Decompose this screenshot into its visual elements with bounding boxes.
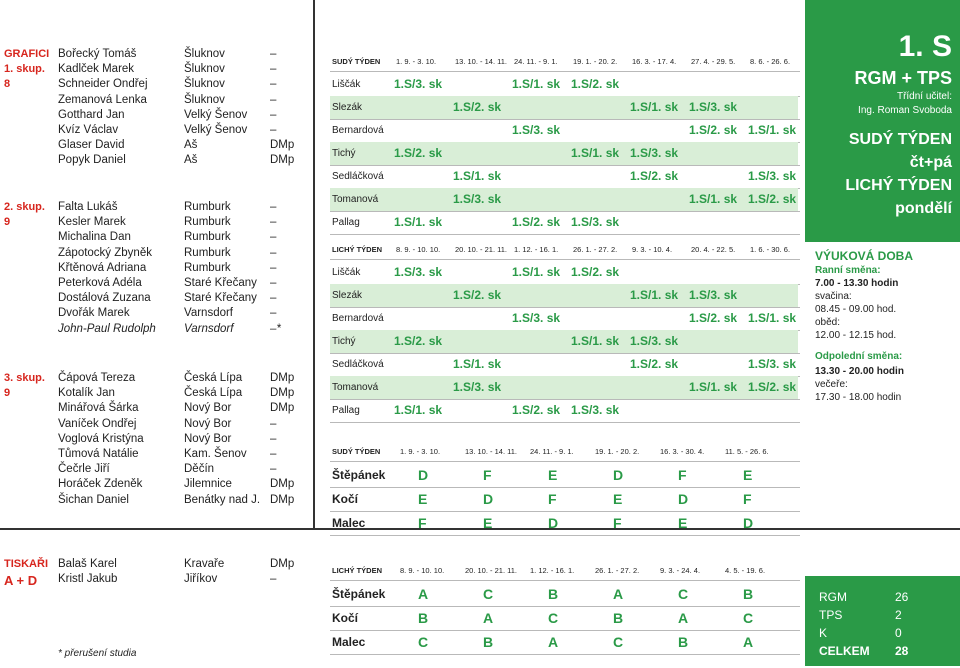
schedule-cell: 1.S/3. sk xyxy=(453,380,502,394)
schedule-cell: E xyxy=(418,491,428,507)
group-label: 2. skup. xyxy=(4,201,45,213)
student-note: DMp xyxy=(270,154,295,167)
schedule-date: 24. 11. - 9. 1. xyxy=(514,57,558,66)
even-week-label: SUDÝ TÝDEN xyxy=(848,131,952,148)
student-note: – xyxy=(270,93,277,106)
student-town: Šluknov xyxy=(184,48,225,60)
person-name: Malec xyxy=(332,635,366,649)
schedule-cell: 1.S/1. sk xyxy=(512,77,561,91)
summary-label: CELKEM xyxy=(819,644,870,658)
schedule-cell: 1.S/2. sk xyxy=(512,403,561,417)
student-town: Nový Bor xyxy=(184,417,232,430)
student-town: Varnsdorf xyxy=(184,322,234,335)
grid-line xyxy=(330,71,800,72)
schedule-cell: 1.S/2. sk xyxy=(748,192,797,206)
student-note: – xyxy=(270,432,277,445)
schedule-date: 27. 4. - 29. 5. xyxy=(691,57,736,66)
student-town: Děčín xyxy=(184,463,215,476)
schedule-cell: 1.S/1. sk xyxy=(571,146,620,160)
schedule-cell: B xyxy=(613,610,624,626)
schedule-row xyxy=(330,353,798,376)
schedule-cell: B xyxy=(743,586,754,602)
student-name: Vaníček Ondřej xyxy=(58,417,137,430)
odd-week-label: LICHÝ TÝDEN xyxy=(845,177,952,194)
schedule-title: SUDÝ TÝDEN xyxy=(332,57,381,66)
person-name: Tomanová xyxy=(332,382,379,393)
student-note: – xyxy=(270,231,277,244)
schedule-cell: B xyxy=(483,634,494,650)
schedule-row xyxy=(330,606,798,630)
student-note: – xyxy=(270,216,277,229)
schedule-cell: 1.S/1. sk xyxy=(630,100,679,114)
lunch-label: oběd: xyxy=(815,317,841,328)
schedule-row xyxy=(330,511,798,535)
class-info-panel xyxy=(805,0,960,242)
teacher-label: Třídní učitel: xyxy=(896,91,952,102)
schedule-date: 26. 1. - 27. 2. xyxy=(573,245,618,254)
schedule-cell: 1.S/1. sk xyxy=(689,380,738,394)
schedule-cell: A xyxy=(418,586,429,602)
person-name: Liščák xyxy=(332,79,361,90)
schedule-row xyxy=(330,142,798,165)
teacher-name: Ing. Roman Svoboda xyxy=(858,105,952,116)
student-note: – xyxy=(270,201,277,213)
schedule-cell: F xyxy=(483,467,492,483)
schedule-date: 8. 9. - 10. 10. xyxy=(396,245,441,254)
schedule-row xyxy=(330,73,798,96)
schedule-cell: 1.S/2. sk xyxy=(571,77,620,91)
schedule-title: LICHÝ TÝDEN xyxy=(332,245,383,254)
schedule-cell: 1.S/2. sk xyxy=(689,311,738,325)
schedule-date: 1. 9. - 3. 10. xyxy=(396,57,437,66)
schedule-date: 16. 3. - 30. 4. xyxy=(660,447,705,456)
summary-value: 26 xyxy=(895,590,909,604)
schedule-cell: 1.S/3. sk xyxy=(453,192,502,206)
student-town: Staré Křečany xyxy=(184,277,257,289)
summary-label: RGM xyxy=(819,590,847,604)
schedule-cell: 1.S/1. sk xyxy=(571,334,620,348)
schedule-row xyxy=(330,96,798,119)
schedule-row xyxy=(330,211,798,234)
schedule-cell: 1.S/3. sk xyxy=(512,123,561,137)
grid-line xyxy=(330,422,800,423)
schedule-date: 1. 9. - 3. 10. xyxy=(400,447,441,456)
student-note: – xyxy=(270,448,277,460)
student-town: Velký Šenov xyxy=(184,108,248,121)
schedule-cell: F xyxy=(613,515,622,531)
person-name: Kočí xyxy=(332,611,359,625)
schedule-cell: F xyxy=(548,491,557,507)
schedule-date: 8. 9. - 10. 10. xyxy=(400,566,445,575)
schedule-date: 19. 1. - 20. 2. xyxy=(595,447,640,456)
group-label: 9 xyxy=(4,216,11,228)
student-town: Kravaře xyxy=(184,558,225,570)
schedule-row xyxy=(330,119,798,142)
schedule-cell: A xyxy=(678,610,689,626)
schedule-date: 1. 6. - 30. 6. xyxy=(750,245,791,254)
student-town: Rumburk xyxy=(184,216,231,229)
schedule-row xyxy=(330,487,798,511)
schedule-cell: C xyxy=(483,586,494,602)
summary-label: K xyxy=(819,626,828,640)
student-name: Falta Lukáš xyxy=(58,201,118,213)
dinner-time: 17.30 - 18.00 hodin xyxy=(815,392,902,403)
schedule-cell: 1.S/1. sk xyxy=(512,265,561,279)
schedule-cell: 1.S/3. sk xyxy=(689,288,738,302)
student-town: Jiříkov xyxy=(184,573,218,585)
schedule-cell: E xyxy=(613,491,623,507)
student-name: Horáček Zdeněk xyxy=(58,478,143,491)
group-label: A + D xyxy=(4,573,38,588)
person-name: Bernardová xyxy=(332,313,384,324)
student-town: Velký Šenov xyxy=(184,124,248,136)
schedule-date: 4. 5. - 19. 6. xyxy=(725,566,766,575)
student-note: – xyxy=(270,108,277,121)
person-name: Pallag xyxy=(332,405,360,416)
student-town: Šluknov xyxy=(184,93,225,106)
student-note: – xyxy=(270,292,277,305)
student-name: Kotalík Jan xyxy=(58,387,115,400)
student-town: Šluknov xyxy=(184,63,225,76)
group-label: 3. skup. xyxy=(4,372,45,384)
student-name: Zápotocký Zbyněk xyxy=(58,246,152,259)
afternoon-label: Odpolední směna: xyxy=(815,351,903,362)
student-name: Michalina Dan xyxy=(58,231,131,244)
grid-line xyxy=(330,654,800,655)
student-name: Kesler Marek xyxy=(58,216,126,229)
summary-label: TPS xyxy=(819,608,843,622)
schedule-cell: B xyxy=(678,634,689,650)
grid-line xyxy=(330,535,800,536)
student-note: – xyxy=(270,417,277,430)
student-name: Popyk Daniel xyxy=(58,154,126,167)
schedule-cell: D xyxy=(548,515,559,531)
schedule-date: 19. 1. - 20. 2. xyxy=(573,57,618,66)
schedule-row xyxy=(330,630,798,654)
schedule-date: 20. 4. - 22. 5. xyxy=(691,245,736,254)
class-name: 1. S xyxy=(898,30,952,63)
person-name: Malec xyxy=(332,516,366,530)
student-note: – xyxy=(270,246,277,259)
schedule-cell: D xyxy=(613,467,624,483)
student-name: Schneider Ondřej xyxy=(58,78,148,91)
person-name: Pallag xyxy=(332,217,360,228)
schedule-cell: A xyxy=(548,634,559,650)
schedule-cell: 1.S/3. sk xyxy=(394,77,443,91)
vertical-divider xyxy=(313,0,315,528)
morning-label: Ranní směna: xyxy=(815,265,881,276)
summary-value: 28 xyxy=(895,644,909,658)
schedule-cell: 1.S/3. sk xyxy=(748,357,797,371)
schedule-date: 9. 3. - 24. 4. xyxy=(660,566,701,575)
student-name: Čečrle Jiří xyxy=(58,463,110,476)
student-note: – xyxy=(270,78,277,91)
schedule-row xyxy=(330,284,798,307)
schedule-cell: 1.S/2. sk xyxy=(748,380,797,394)
student-note: DMp xyxy=(270,402,295,415)
footnote: * přerušení studia xyxy=(58,648,137,659)
morning-hours: 7.00 - 13.30 hodin xyxy=(815,278,899,289)
person-name: Slezák xyxy=(332,290,363,301)
schedule-cell: 1.S/2. sk xyxy=(394,334,443,348)
summary-value: 0 xyxy=(895,626,902,640)
student-note: – xyxy=(270,63,277,76)
schedule-date: 9. 3. - 10. 4. xyxy=(632,245,673,254)
schedule-date: 20. 10. - 21. 11. xyxy=(465,566,517,575)
person-name: Slezák xyxy=(332,102,363,113)
student-note: – xyxy=(270,573,277,585)
program: RGM + TPS xyxy=(854,68,952,88)
info-title: VÝUKOVÁ DOBA xyxy=(815,249,914,263)
student-note: DMp xyxy=(270,372,295,384)
schedule-cell: D xyxy=(678,491,689,507)
schedule-cell: D xyxy=(743,515,754,531)
afternoon-hours: 13.30 - 20.00 hodin xyxy=(815,366,904,377)
student-note: – xyxy=(270,261,277,274)
schedule-cell: D xyxy=(483,491,494,507)
schedule-cell: 1.S/1. sk xyxy=(394,215,443,229)
schedule-header xyxy=(330,445,800,459)
student-note: – xyxy=(270,307,277,320)
schedule-cell: 1.S/3. sk xyxy=(394,265,443,279)
summary-value: 2 xyxy=(895,608,902,622)
schedule-date: 20. 10. - 21. 11. xyxy=(455,245,507,254)
schedule-date: 16. 3. - 17. 4. xyxy=(632,57,677,66)
schedule-cell: E xyxy=(743,467,753,483)
group-label: 1. skup. xyxy=(4,63,45,75)
schedule-cell: 1.S/3. sk xyxy=(571,215,620,229)
schedule-row xyxy=(330,307,798,330)
schedule-header xyxy=(330,243,800,257)
schedule-date: 1. 12. - 16. 1. xyxy=(530,566,575,575)
schedule-cell: C xyxy=(743,610,754,626)
schedule-cell: 1.S/1. sk xyxy=(453,169,502,183)
schedule-cell: 1.S/3. sk xyxy=(512,311,561,325)
schedule-row xyxy=(330,330,798,353)
schedule-row xyxy=(330,261,798,284)
snack-label: svačina: xyxy=(815,291,852,302)
person-name: Štěpánek xyxy=(332,468,386,482)
student-name: Balaš Karel xyxy=(58,558,117,570)
lunch-time: 12.00 - 12.15 hod. xyxy=(815,330,897,341)
student-town: Rumburk xyxy=(184,261,231,274)
schedule-date: 1. 12. - 16. 1. xyxy=(514,245,559,254)
snack-time: 08.45 - 09.00 hod. xyxy=(815,304,897,315)
student-town: Benátky nad J. xyxy=(184,493,261,506)
schedule-cell: 1.S/3. sk xyxy=(630,146,679,160)
schedule-date: 11. 5. - 26. 6. xyxy=(725,447,769,456)
group-label: TISKAŘI xyxy=(4,558,48,570)
student-town: Staré Křečany xyxy=(184,292,257,305)
schedule-cell: B xyxy=(548,586,559,602)
student-name: Křtěnová Adriana xyxy=(58,261,147,274)
student-note: DMp xyxy=(270,387,295,400)
schedule-cell: 1.S/1. sk xyxy=(748,123,797,137)
schedule-row xyxy=(330,165,798,188)
schedule-date: 13. 10. - 14. 11. xyxy=(465,447,517,456)
schedule-cell: A xyxy=(613,586,624,602)
student-name: Dvořák Marek xyxy=(58,307,130,320)
schedule-cell: 1.S/2. sk xyxy=(630,357,679,371)
student-town: Kam. Šenov xyxy=(184,448,247,460)
student-name: Gotthard Jan xyxy=(58,108,125,121)
student-note: – xyxy=(270,463,277,476)
schedule-cell: 1.S/1. sk xyxy=(689,192,738,206)
student-note: DMp xyxy=(270,478,295,491)
student-note: DMp xyxy=(270,139,295,152)
schedule-cell: 1.S/2. sk xyxy=(453,288,502,302)
dinner-label: večeře: xyxy=(815,379,848,390)
schedule-cell: 1.S/1. sk xyxy=(748,311,797,325)
schedule-cell: 1.S/2. sk xyxy=(512,215,561,229)
student-note: – xyxy=(270,48,277,60)
student-name: John-Paul Rudolph xyxy=(58,322,156,335)
person-name: Sedláčková xyxy=(332,171,384,182)
odd-week-days: pondělí xyxy=(895,200,952,217)
schedule-cell: C xyxy=(613,634,624,650)
student-town: Nový Bor xyxy=(184,432,232,445)
schedule-cell: A xyxy=(743,634,754,650)
student-town: Rumburk xyxy=(184,246,231,259)
student-note: –* xyxy=(270,322,281,335)
student-note: – xyxy=(270,277,277,289)
summary-box xyxy=(805,576,960,666)
student-name: Dostálová Zuzana xyxy=(58,292,151,305)
schedule-cell: 1.S/2. sk xyxy=(571,265,620,279)
schedule-cell: 1.S/3. sk xyxy=(630,334,679,348)
schedule-cell: F xyxy=(743,491,752,507)
schedule-row xyxy=(330,399,798,422)
group-label: 9 xyxy=(4,387,11,399)
grid-line xyxy=(330,580,800,581)
schedule-cell: 1.S/2. sk xyxy=(453,100,502,114)
schedule-cell: E xyxy=(483,515,493,531)
student-note: – xyxy=(270,124,277,136)
student-town: Varnsdorf xyxy=(184,307,234,320)
schedule-cell: 1.S/1. sk xyxy=(394,403,443,417)
schedule-cell: E xyxy=(678,515,688,531)
schedule-cell: 1.S/2. sk xyxy=(689,123,738,137)
student-name: Čápová Tereza xyxy=(58,372,136,384)
student-town: Šluknov xyxy=(184,78,225,91)
schedule-cell: C xyxy=(418,634,429,650)
schedule-cell: 1.S/3. sk xyxy=(689,100,738,114)
student-town: Rumburk xyxy=(184,231,231,244)
schedule-header xyxy=(330,564,800,578)
schedule-header xyxy=(330,55,800,69)
student-note: DMp xyxy=(270,558,295,570)
student-town: Nový Bor xyxy=(184,402,232,415)
student-name: Šichan Daniel xyxy=(58,493,129,506)
person-name: Tichý xyxy=(332,336,356,347)
student-town: Rumburk xyxy=(184,201,231,213)
schedule-date: 8. 6. - 26. 6. xyxy=(750,57,791,66)
student-name: Kvíz Václav xyxy=(58,124,119,136)
student-name: Zemanová Lenka xyxy=(58,93,147,106)
schedule-row xyxy=(330,582,798,606)
grid-line xyxy=(330,461,800,462)
teaching-hours xyxy=(815,249,913,403)
student-name: Tůmová Natálie xyxy=(58,448,139,460)
schedule-cell: 1.S/3. sk xyxy=(748,169,797,183)
student-name: Minářová Šárka xyxy=(58,402,139,415)
even-week-days: čt+pá xyxy=(909,154,952,171)
schedule-cell: 1.S/3. sk xyxy=(571,403,620,417)
schedule-cell: B xyxy=(418,610,429,626)
schedule-cell: 1.S/1. sk xyxy=(630,288,679,302)
student-town: Aš xyxy=(184,154,198,167)
schedule-row xyxy=(330,188,798,211)
student-name: Bořecký Tomáš xyxy=(58,48,137,60)
schedule-cell: F xyxy=(678,467,687,483)
schedule-row xyxy=(330,463,798,487)
person-name: Sedláčková xyxy=(332,359,384,370)
schedule-date: 13. 10. - 14. 11. xyxy=(455,57,507,66)
schedule-date: 24. 11. - 9. 1. xyxy=(530,447,574,456)
schedule-title: LICHÝ TÝDEN xyxy=(332,566,383,575)
student-note: DMp xyxy=(270,493,295,506)
person-name: Kočí xyxy=(332,492,359,506)
student-name: Kristl Jakub xyxy=(58,573,118,585)
person-name: Bernardová xyxy=(332,125,384,136)
student-town: Aš xyxy=(184,139,198,152)
schedule-cell: D xyxy=(418,467,429,483)
schedule-title: SUDÝ TÝDEN xyxy=(332,447,381,456)
grid-line xyxy=(330,234,800,235)
schedule-cell: 1.S/1. sk xyxy=(453,357,502,371)
student-name: Peterková Adéla xyxy=(58,277,142,289)
student-name: Kadlček Marek xyxy=(58,63,135,76)
person-name: Tomanová xyxy=(332,194,379,205)
schedule-date: 26. 1. - 27. 2. xyxy=(595,566,640,575)
schedule-cell: 1.S/2. sk xyxy=(630,169,679,183)
schedule-cell: A xyxy=(483,610,494,626)
schedule-cell: C xyxy=(678,586,689,602)
person-name: Štěpánek xyxy=(332,587,386,601)
student-town: Česká Lípa xyxy=(184,387,243,400)
grid-line xyxy=(330,259,800,260)
student-name: Glaser David xyxy=(58,139,125,152)
schedule-cell: 1.S/2. sk xyxy=(394,146,443,160)
schedule-cell: C xyxy=(548,610,559,626)
group-label: GRAFICI xyxy=(4,48,50,60)
group-label: 8 xyxy=(4,78,11,90)
student-name: Voglová Kristýna xyxy=(58,432,144,445)
schedule-cell: F xyxy=(418,515,427,531)
person-name: Tichý xyxy=(332,148,356,159)
schedule-row xyxy=(330,376,798,399)
student-town: Česká Lípa xyxy=(184,372,243,384)
person-name: Liščák xyxy=(332,267,361,278)
student-town: Jilemnice xyxy=(184,478,232,491)
schedule-cell: E xyxy=(548,467,558,483)
